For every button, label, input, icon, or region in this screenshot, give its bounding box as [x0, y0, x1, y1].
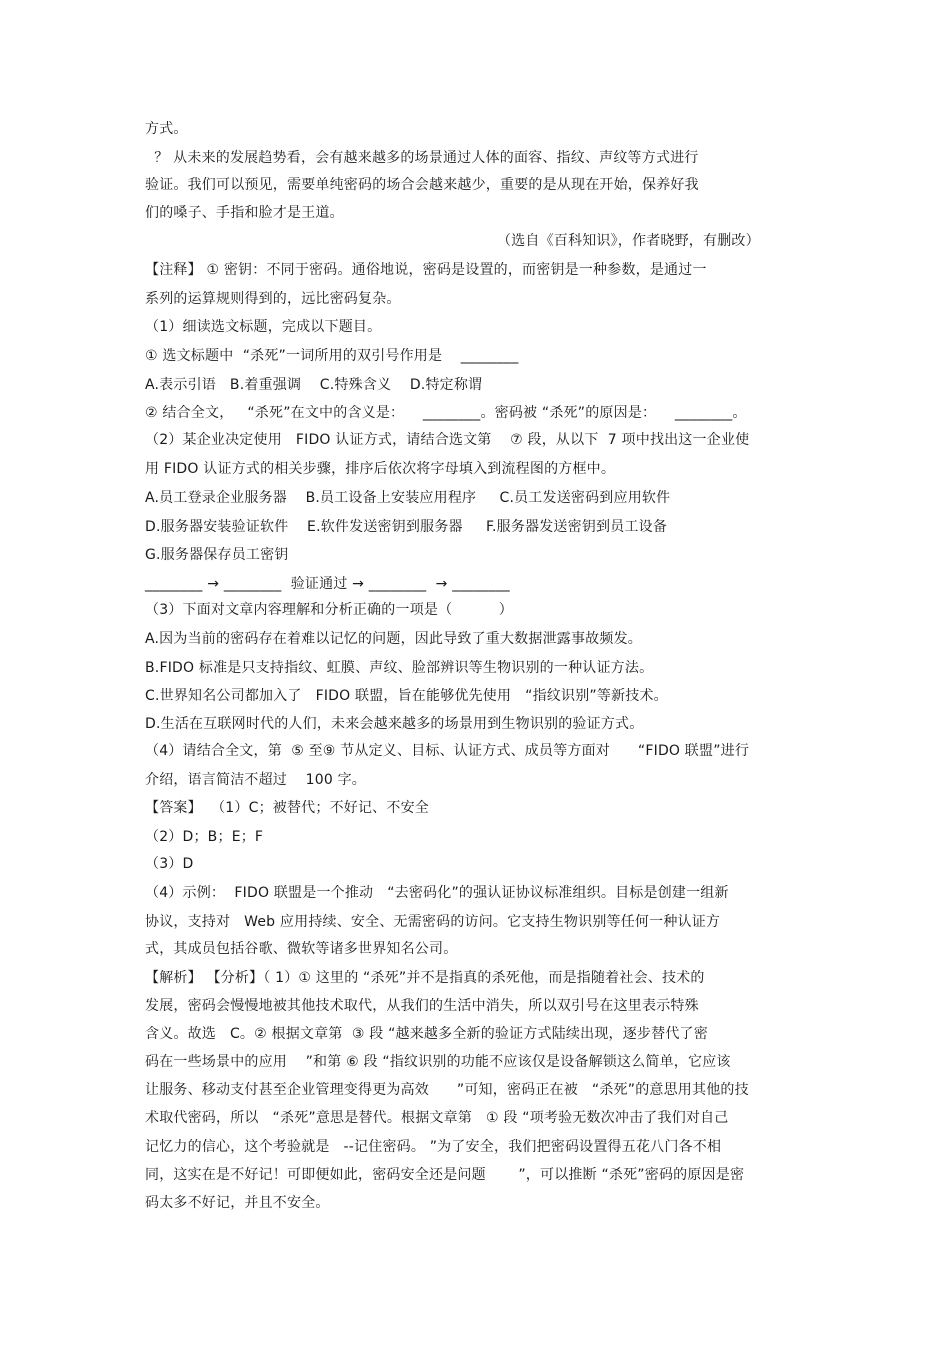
- text-line: 式，其成员包括谷歌、微软等诸多世界知名公司。: [145, 941, 458, 957]
- options-line: C.世界知名公司都加入了 FIDO 联盟，旨在能够优先使用 “指纹识别”等新技术。: [145, 688, 668, 704]
- options-line: D.服务器安装验证软件 E.软件发送密钥到服务器 F.服务器发送密钥到员工设备: [145, 519, 668, 535]
- question-1: （1）细读选文标题，完成以下题目。: [145, 319, 382, 335]
- text-line: 们的嗓子、手指和脸才是王道。: [145, 205, 344, 221]
- text-line: 发展，密码会慢慢地被其他技术取代，从我们的生活中消失，所以双引号在这里表示特殊: [145, 998, 699, 1014]
- question-4: （4）请结合全文，第 ⑤ 至⑨ 节从定义、目标、认证方式、成员等方面对 “FIDO 联盟”进行: [145, 743, 750, 759]
- text-line: 记忆力的信心，这个考验就是 --记住密码。 ”为了安全，我们把密码设置得五花八门各不相: [145, 1139, 722, 1155]
- text-line: 同，这实在是不好记！可即便如此，密码安全还是问题 ”，可以推断 “杀死”密码的原因是密: [145, 1167, 745, 1183]
- text-line: 协议，支持对 Web 应用持续、安全、无需密码的访问。它支持生物识别等任何一种认证方: [145, 914, 721, 930]
- answer-line: （4）示例： FIDO 联盟是一个推动 “去密码化”的强认证协议标准组织。目标是创建一组新: [145, 885, 729, 901]
- text-line: 系列的运算规则得到的，远比密码复杂。: [145, 291, 401, 307]
- analysis-heading: 【解析】 【分析】（ 1）① 这里的 “杀死”并不是指真的杀死他，而是指随着社会、技术的: [145, 970, 705, 986]
- options-line: G.服务器保存员工密钥: [145, 547, 289, 563]
- flowchart-line: ________ → ________ 验证通过 → ________ → ________: [145, 576, 510, 592]
- answer-line: （2）D；B；E；F: [145, 829, 264, 845]
- annotation-note: 【注释】 ① 密钥：不同于密码。通俗地说，密码是设置的，而密钥是一种参数，是通过一: [145, 262, 707, 278]
- text-line: ② 结合全文， “杀死”在文中的含义是： ________。密码被 “杀死”的原因是： ________。: [145, 405, 747, 421]
- answer-line: （3）D: [145, 856, 194, 872]
- question-2: （2）某企业决定使用 FIDO 认证方式，请结合选文第 ⑦ 段，从以下 7 项中找出这一企业使: [145, 432, 750, 448]
- options-line: D.生活在互联网时代的人们，未来会越来越多的场景用到生物识别的验证方式。: [145, 716, 644, 732]
- text-line: 含义。故选 C。② 根据文章第 ③ 段 “越来越多全新的验证方式陆续出现，逐步替代了密: [145, 1026, 708, 1042]
- text-line: 让服务、移动支付甚至企业管理变得更为高效 ”可知，密码正在被 “杀死”的意思用其他的技: [145, 1082, 749, 1098]
- text-line: ？ 从未来的发展趋势看，会有越来越多的场景通过人体的面容、指纹、声纹等方式进行: [145, 150, 699, 166]
- text-line: 用 FIDO 认证方式的相关步骤，排序后依次将字母填入到流程图的方框中。: [145, 461, 616, 477]
- answer-heading: 【答案】 （1）C；被替代；不好记、不安全: [145, 800, 429, 816]
- text-line: 方式。: [145, 121, 188, 137]
- options-line: A.因为当前的密码存在着难以记忆的问题，因此导致了重大数据泄露事故频发。: [145, 631, 642, 647]
- text-line: 术取代密码，所以 “杀死”意思是替代。根据文章第 ① 段 “项考验无数次冲击了我们对自己: [145, 1110, 729, 1126]
- options-line: B.FIDO 标准是只支持指纹、虹膜、声纹、脸部辨识等生物识别的一种认证方法。: [145, 660, 654, 676]
- source-citation: （选自《百科知识》，作者晓野，有删改）: [497, 233, 760, 249]
- options-line: A.员工登录企业服务器 B.员工设备上安装应用程序 C.员工发送密码到应用软件: [145, 490, 671, 506]
- text-line: ① 选文标题中 “杀死”一词所用的双引号作用是 ________: [145, 348, 519, 364]
- text-line: 码太多不好记，并且不安全。: [145, 1195, 330, 1211]
- text-line: 码在一些场景中的应用 ”和第 ⑥ 段 “指纹识别的功能不应该仅是设备解锁这么简单，它应该: [145, 1054, 731, 1070]
- text-line: 介绍，语言简洁不超过 100 字。: [145, 772, 366, 788]
- text-line: 验证。我们可以预见，需要单纯密码的场合会越来越少，重要的是从现在开始，保养好我: [145, 177, 699, 193]
- options-line: A.表示引语 B.着重强调 C.特殊含义 D.特定称谓: [145, 377, 483, 393]
- question-3: （3）下面对文章内容理解和分析正确的一项是（ ）: [145, 602, 514, 618]
